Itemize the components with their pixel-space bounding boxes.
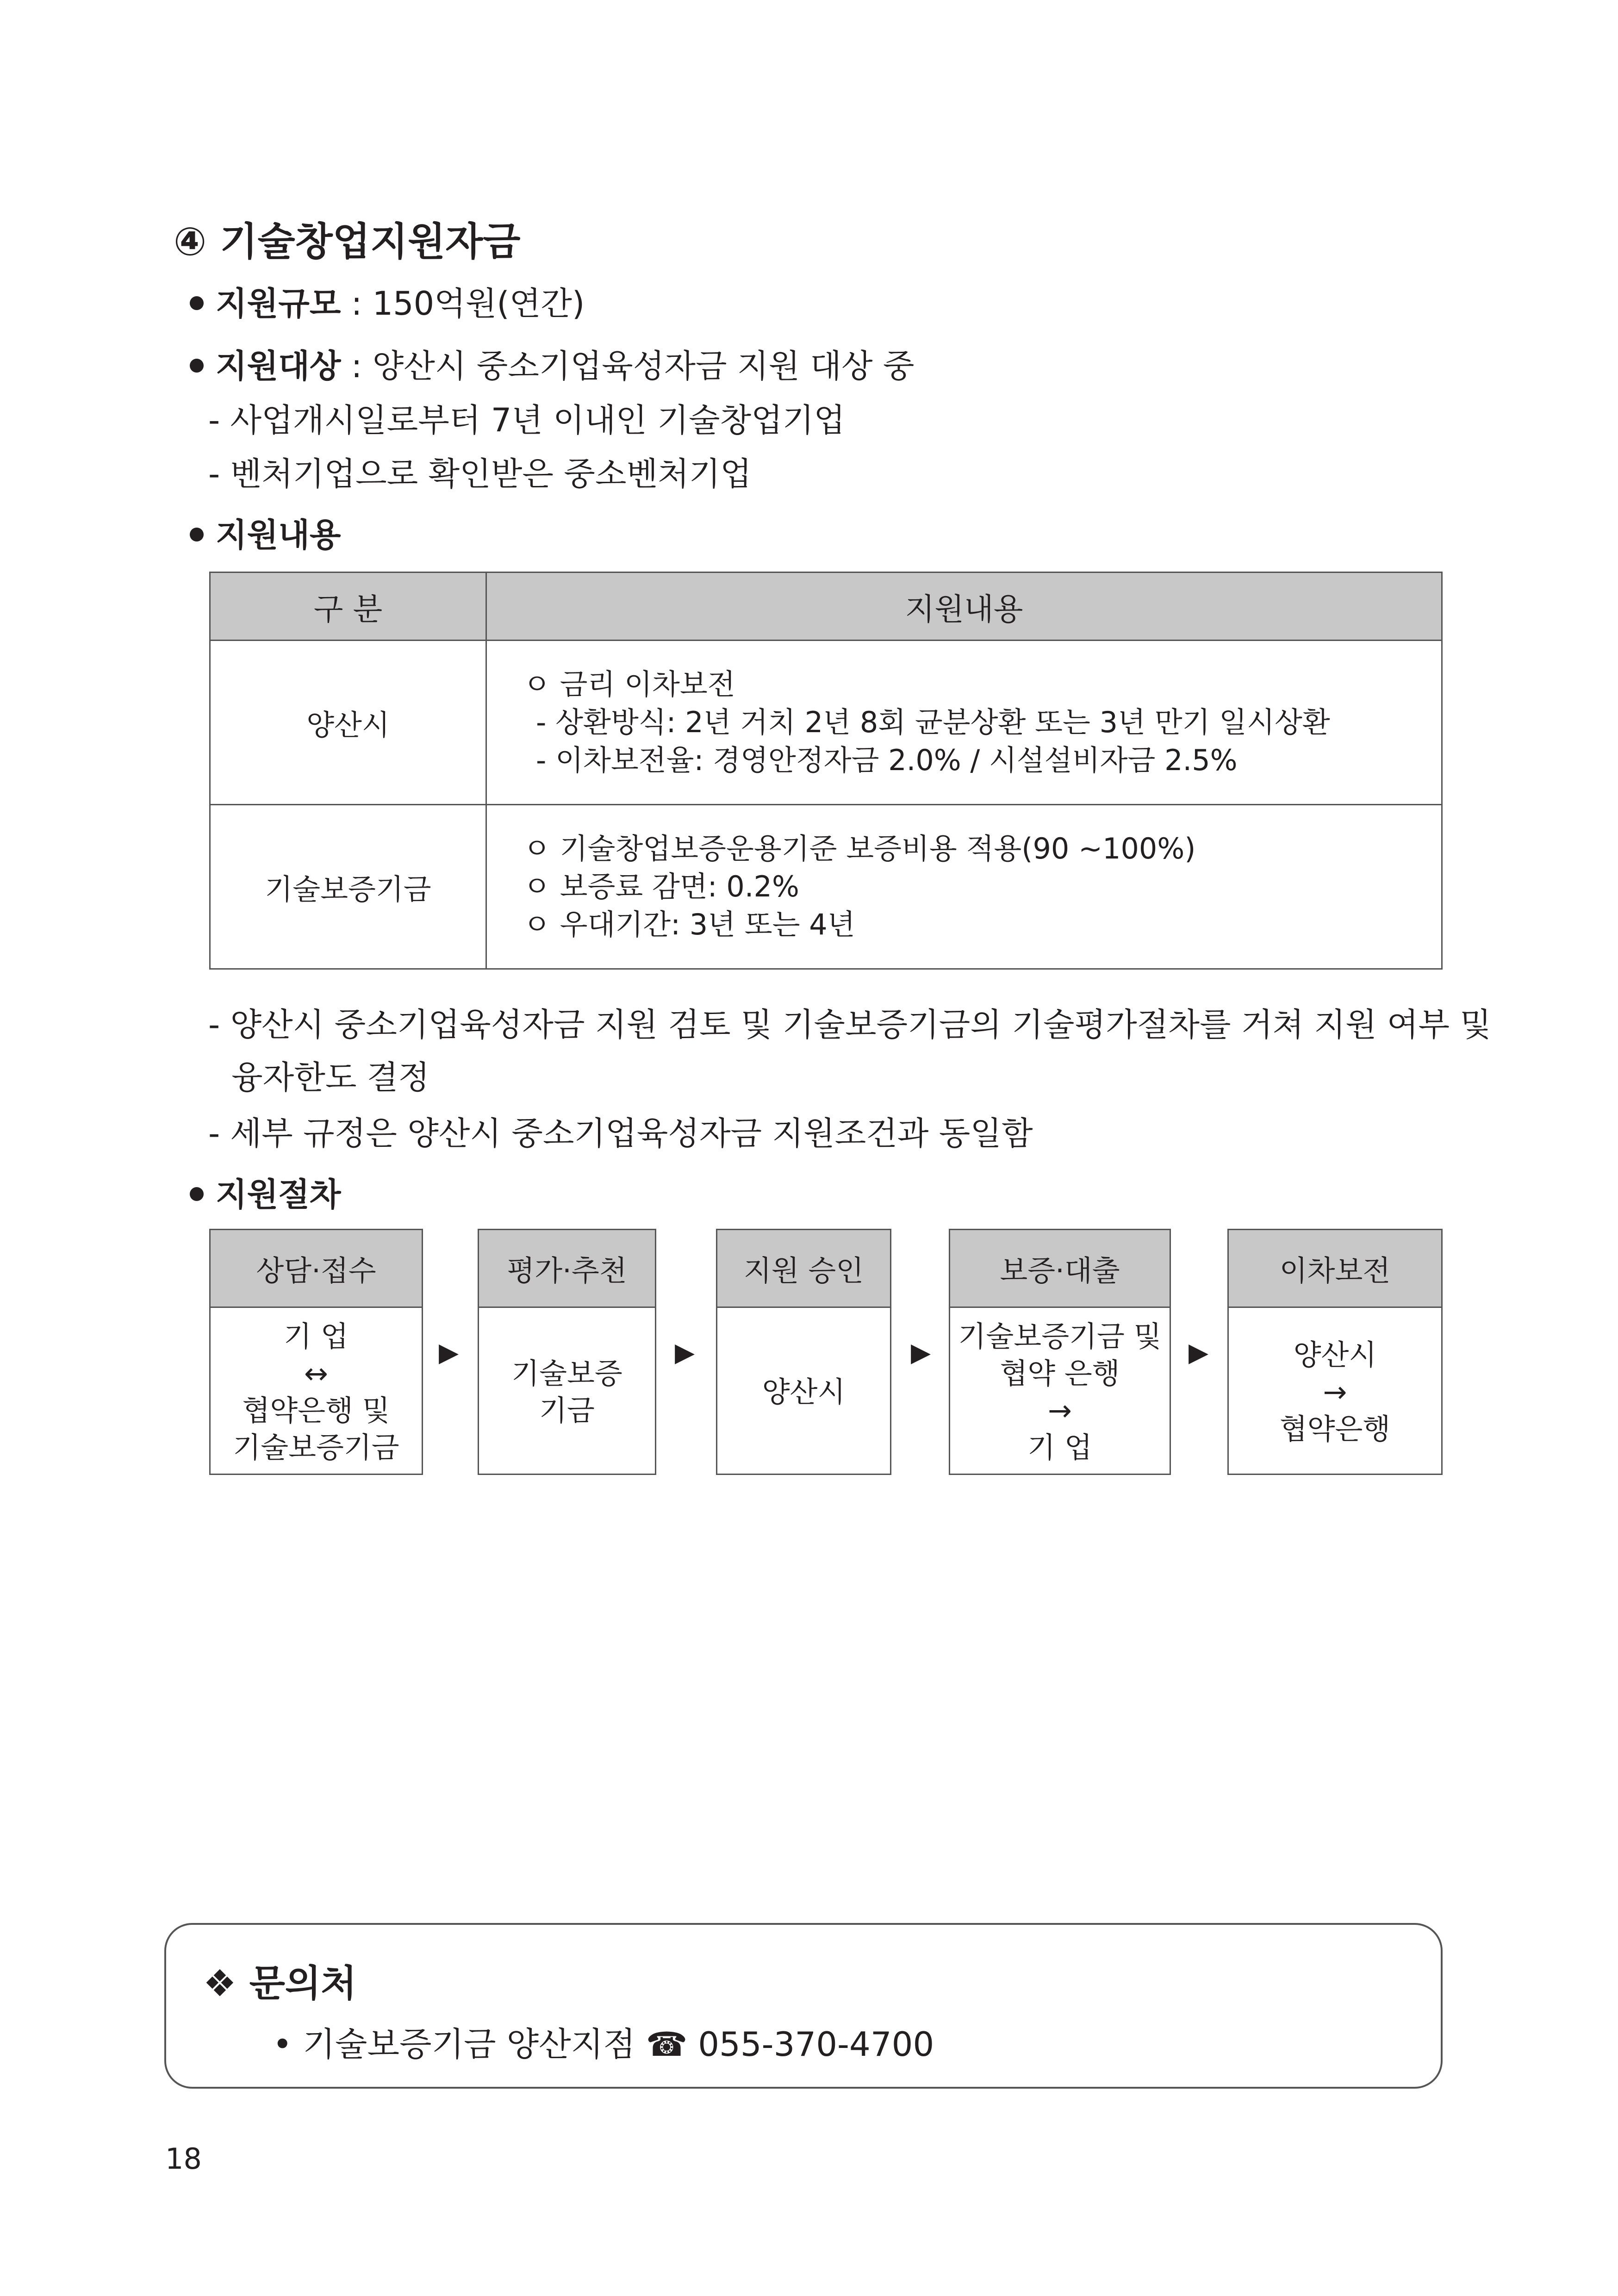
detail-line: ㅇ 금리 이차보전 — [523, 667, 735, 701]
detail-line: - 상환방식: 2년 거치 2년 8회 균분상환 또는 3년 만기 일시상환 — [536, 705, 1330, 739]
step-body — [717, 1308, 890, 1476]
step-body — [211, 1308, 422, 1476]
section-title: ④ 기술창업지원자금 — [174, 219, 521, 264]
detail-line: ㅇ 기술창업보증운용기준 보증비용 적용(90 ~100%) — [523, 832, 1196, 865]
step-line: ↔ — [304, 1356, 328, 1390]
column-header-content: 지원내용 — [486, 572, 1442, 641]
step-line: 기술보증기금 — [233, 1431, 399, 1464]
column-header-category: 구 분 — [210, 572, 486, 641]
step-line: 협약은행 — [1279, 1412, 1391, 1446]
procedure-step — [478, 1229, 656, 1475]
support-content-table — [209, 572, 1443, 970]
support-target-value: 양산시 중소기업육성자금 지원 대상 중 — [372, 347, 915, 385]
table-row — [210, 641, 1442, 805]
step-line: 협약은행 및 — [242, 1394, 390, 1427]
step-line: 양산시 — [1293, 1338, 1377, 1372]
step-line: 양산시 — [762, 1375, 846, 1409]
contact-title: ❖ 문의처 — [203, 1962, 357, 2005]
separator: : — [341, 347, 373, 385]
table-header-row — [210, 572, 1442, 641]
row-details — [486, 641, 1442, 805]
step-title: 상담·접수 — [211, 1230, 422, 1308]
contact-box — [164, 1923, 1443, 2089]
step-body — [479, 1308, 655, 1476]
arrow-right-icon: ▶ — [439, 1338, 459, 1368]
support-procedure-heading — [190, 1169, 341, 1215]
support-target-label: 지원대상 — [216, 347, 341, 385]
bullet-icon — [190, 359, 204, 373]
step-body — [950, 1308, 1170, 1476]
step-title: 평가·추천 — [479, 1230, 655, 1308]
arrow-right-icon: ▶ — [911, 1338, 931, 1368]
arrow-right-icon: ▶ — [675, 1338, 695, 1368]
table-row — [210, 805, 1442, 969]
step-line: → — [1323, 1375, 1347, 1409]
step-line: 기술보증기금 및 — [958, 1319, 1162, 1353]
step-line: → — [1048, 1394, 1072, 1427]
bullet-icon — [190, 528, 204, 541]
detail-line: ㅇ 우대기간: 3년 또는 4년 — [523, 908, 855, 941]
contact-item: • 기술보증기금 양산지점 ☎ 055-370-4700 — [273, 2025, 934, 2064]
support-scale-label: 지원규모 — [216, 285, 341, 323]
step-title: 보증·대출 — [950, 1230, 1170, 1308]
row-category: 양산시 — [210, 641, 486, 805]
note-line: 융자한도 결정 — [231, 1058, 429, 1096]
support-scale — [190, 278, 585, 324]
support-target — [190, 340, 915, 387]
procedure-step — [1227, 1229, 1443, 1475]
support-scale-value: 150억원(연간) — [372, 285, 585, 323]
detail-line: - 이차보전율: 경영안정자금 2.0% / 시설설비자금 2.5% — [536, 743, 1238, 777]
bullet-icon — [190, 1187, 204, 1201]
target-item: - 사업개시일로부터 7년 이내인 기술창업기업 — [208, 401, 845, 439]
procedure-step — [716, 1229, 891, 1475]
target-item: - 벤처기업으로 확인받은 중소벤처기업 — [208, 455, 752, 493]
support-content-heading — [190, 509, 341, 556]
step-body — [1229, 1308, 1441, 1476]
procedure-step — [949, 1229, 1171, 1475]
procedure-step — [209, 1229, 423, 1475]
note-line: - 세부 규정은 양산시 중소기업육성자금 지원조건과 동일함 — [208, 1114, 1033, 1152]
row-category: 기술보증기금 — [210, 805, 486, 969]
bullet-icon — [190, 296, 204, 310]
detail-line: ㅇ 보증료 감면: 0.2% — [523, 870, 799, 903]
page-number: 18 — [165, 2142, 202, 2176]
support-content-label: 지원내용 — [216, 516, 341, 554]
step-line: 기술보증 — [511, 1356, 622, 1390]
support-procedure-label: 지원절차 — [216, 1176, 341, 1213]
arrow-right-icon: ▶ — [1189, 1338, 1209, 1368]
note-line: - 양산시 중소기업육성자금 지원 검토 및 기술보증기금의 기술평가절차를 거쳐 지원 여부 및 — [208, 1006, 1491, 1044]
step-line: 기금 — [539, 1394, 595, 1427]
row-details — [486, 805, 1442, 969]
step-title: 지원 승인 — [717, 1230, 890, 1308]
step-line: 기 업 — [1027, 1431, 1092, 1464]
separator: : — [341, 285, 373, 323]
step-line: 협약 은행 — [1000, 1356, 1120, 1390]
step-title: 이차보전 — [1229, 1230, 1441, 1308]
step-line: 기 업 — [284, 1319, 348, 1353]
